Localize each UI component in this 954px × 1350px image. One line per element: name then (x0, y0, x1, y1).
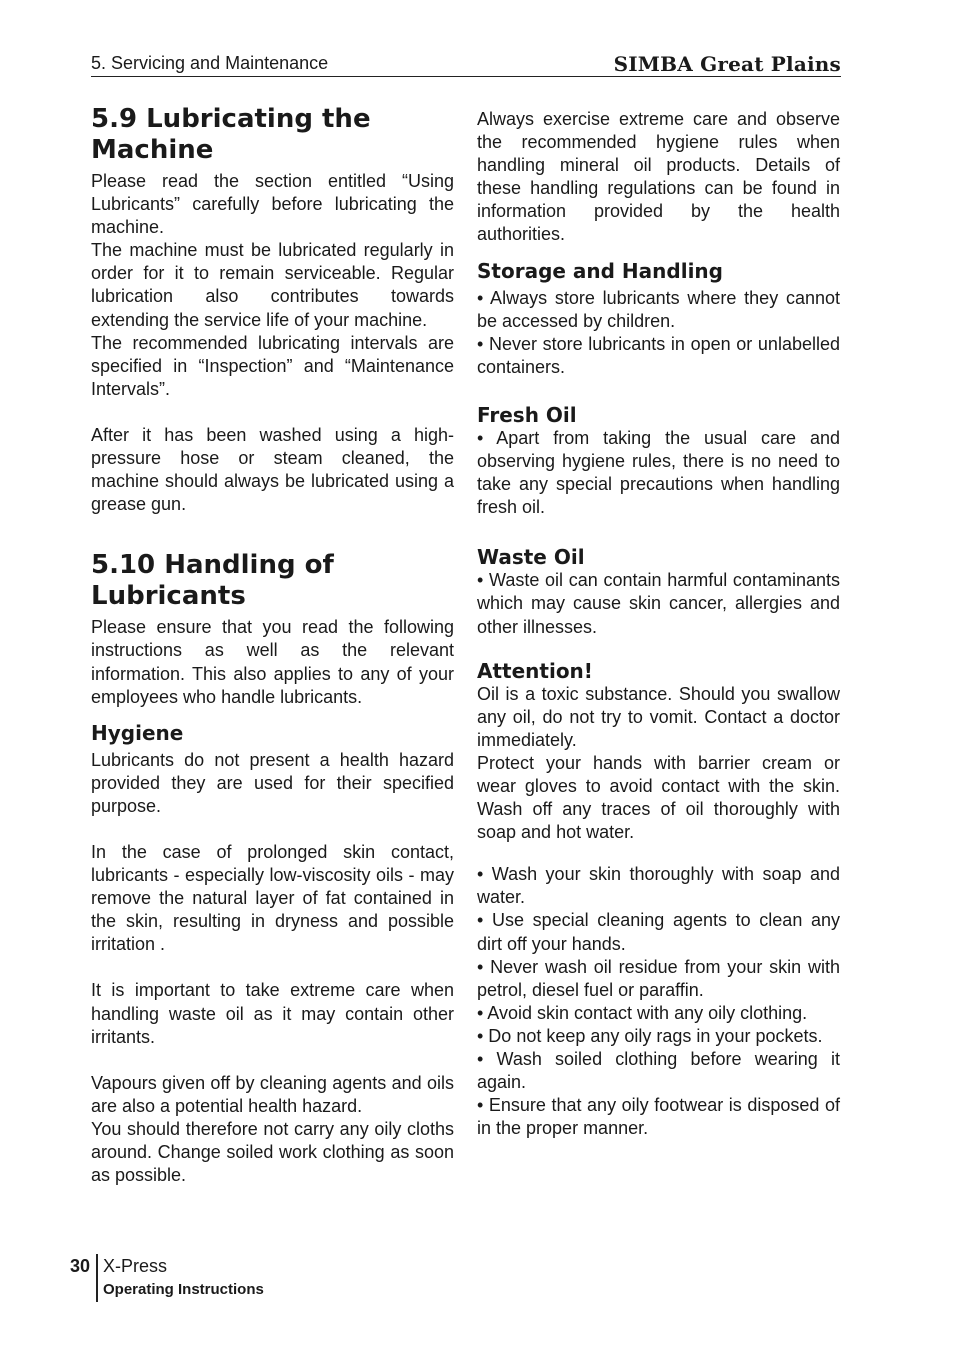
paragraph-health-hazard: Lubricants do not present a health hazard provided they are used for their specified purpose. (91, 749, 454, 816)
heading-waste-oil: Waste Oil (477, 545, 585, 570)
heading-fresh-oil: Fresh Oil (477, 402, 577, 427)
heading-storage-handling: Storage and Handling (477, 258, 723, 283)
footer-divider (96, 1254, 98, 1302)
list-item: • Use special cleaning agents to clean any dirt off your hands. (477, 910, 840, 954)
page-header (91, 50, 841, 77)
paragraph-oily-cloths: You should therefore not carry any oily cloths around. Change soiled work clothing as soon as possible. (91, 1118, 454, 1186)
paragraph-waste-oil-care: It is important to take extreme care when handling waste oil as it may contain other irritants. (91, 980, 454, 1047)
header-section-title: 5. Servicing and Maintenance (91, 53, 329, 73)
heading-attention: Attention! (477, 658, 593, 683)
product-name: X-Press (103, 1256, 168, 1276)
list-item: • Avoid skin contact with any oily clothing. (477, 1002, 808, 1023)
paragraph-waste-oil: • Waste oil can contain harmful contaminants which may cause skin cancer, allergies and other illnesses. (477, 570, 840, 637)
brand-logo-text: SIMBA Great Plains (613, 52, 841, 76)
storage-bullet-children: • Always store lubricants where they cannot be accessed by children. (477, 287, 840, 331)
page-number: 30 (70, 1256, 91, 1276)
paragraph-ensure-read: Please ensure that you read the following instructions as well as the relevant information. This also applies to any of your employees who handle lubricants. (91, 617, 454, 707)
paragraph-prolonged-contact: In the case of prolonged skin contact, lubricants - especially low-viscosity oils - may remove the natural layer of fat contained in the skin, resulting in dryness and possible irritation . (91, 841, 454, 955)
paragraph-extreme-care: Always exercise extreme care and observe the recommended hygiene rules when handling mineral oil products. Details of these handling regulations can be found in information provided by the health authorities. (477, 109, 840, 245)
paragraph-intervals: The recommended lubricating intervals are specified in “Inspection” and “Maintenance Intervals”. (91, 332, 454, 399)
document-type: Operating Instructions (103, 1281, 264, 1298)
heading-handling-lubricants: 5.10 Handling of Lubricants (91, 550, 334, 612)
list-item: • Ensure that any oily footwear is disposed of in the proper manner. (477, 1095, 840, 1139)
list-item: • Never wash oil residue from your skin with petrol, diesel fuel or paraffin. (477, 956, 840, 1000)
paragraph-after-washing: After it has been washed using a high-pressure hose or steam cleaned, the machine should always be lubricated using a grease gun. (91, 424, 454, 515)
paragraph-lubricate-regularly: The machine must be lubricated regularly in order for it to remain serviceable. Regular lubrication also contributes towards extending the service life of your machine. (91, 240, 454, 330)
paragraph-fresh-oil: • Apart from taking the usual care and observing hygiene rules, there is no need to take any special precautions when handling fresh oil. (477, 427, 840, 518)
heading-hygiene: Hygiene (91, 720, 184, 745)
paragraph-vapours: Vapours given off by cleaning agents and oils are also a potential health hazard. (91, 1072, 454, 1116)
right-column (477, 108, 840, 1140)
paragraph-toxic: Oil is a toxic substance. Should you swallow any oil, do not try to vomit. Contact a doctor immediately. (477, 683, 840, 750)
skin-care-bullet-list (477, 863, 840, 1140)
heading-lubricating-machine: 5.9 Lubricating the Machine (91, 104, 371, 165)
list-item: • Do not keep any oily rags in your pockets. (477, 1025, 823, 1046)
list-item: • Wash your skin thoroughly with soap and water. (477, 864, 840, 908)
paragraph-protect-hands: Protect your hands with barrier cream or wear gloves to avoid contact with the skin. Wash off any traces of oil thoroughly with soap and hot water. (477, 752, 840, 843)
list-item: • Wash soiled clothing before wearing it again. (477, 1049, 840, 1093)
paragraph-read-section: Please read the section entitled “Using Lubricants” carefully before lubricating the machine. (91, 171, 454, 238)
left-column (91, 104, 454, 1187)
storage-bullet-containers: • Never store lubricants in open or unlabelled containers. (477, 333, 840, 377)
